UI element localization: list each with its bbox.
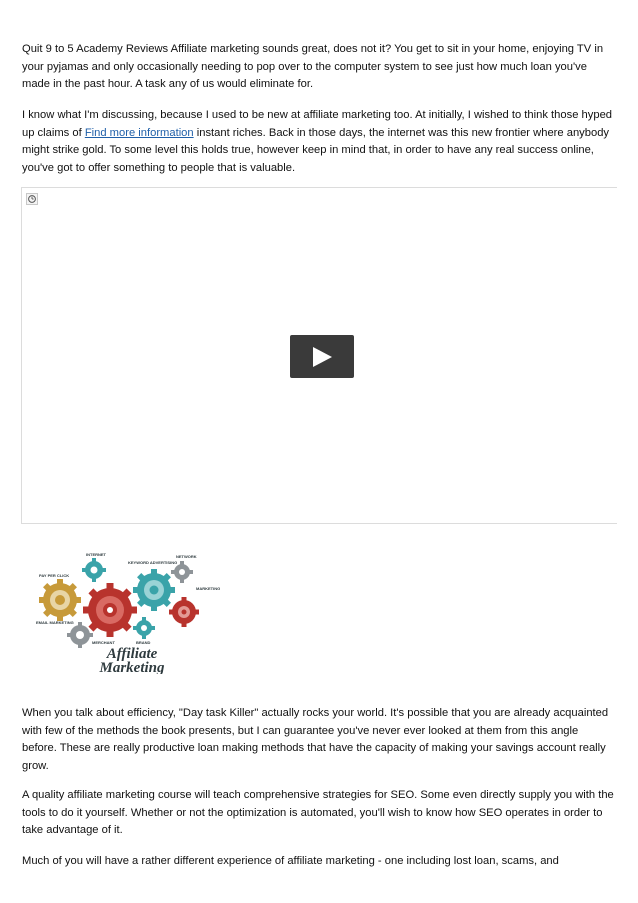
gear-label-keyword-advertising: KEYWORD ADVERTISING: [128, 560, 178, 565]
gear-teal-lower: [133, 617, 155, 639]
find-more-information-link[interactable]: Find more information: [84, 126, 194, 139]
gear-label-marketing: MARKETING: [196, 586, 220, 591]
illustration-title-line2: Marketing: [99, 660, 165, 674]
paragraph-background-text-end: instant riches. Back in those days, the internet was this new frontier where anybody might strike gold. To some level this holds true, however keep in mind that, in order to have any real success online, you've got to offer something to people that is valuable.: [22, 126, 610, 174]
gear-label-internet: INTERNET: [86, 552, 106, 557]
clock-icon: [26, 193, 38, 205]
gear-label-network: NETWORK: [176, 554, 197, 559]
gears-graphic: [36, 552, 220, 674]
gear-label-email-marketing: EMAIL MARKETING: [36, 620, 74, 625]
illustration-title-line1: Affiliate: [106, 646, 158, 662]
gear-red-large: [83, 583, 137, 637]
play-icon: [290, 335, 354, 378]
gear-teal-small: [82, 558, 106, 582]
paragraph-seo: A quality affiliate marketing course will teach comprehensive strategies for SEO. Some even directly supply you with the tools to do it yourself. Whether or not the optimization is automated, you'll wish to know how SEO operates in order to take advantage of it.: [22, 789, 614, 836]
paragraph-background-text-start: I know what I'm discussing, because I used to be new at affiliate marketing too. At initially, I wished to think those hyped up claims of: [22, 109, 613, 139]
affiliate-marketing-illustration: [36, 552, 220, 674]
gear-teal-large: [133, 569, 175, 611]
video-player[interactable]: [21, 187, 617, 524]
paragraph-efficiency: When you talk about efficiency, "Day task Killer" actually rocks your world. It's possible that you are already acquainted with few of the methods the book presents, but I can guarantee you've never ever looked at them from this angle before. These are really productive loan making methods that have the capacity of making your savings account really grow.: [22, 707, 609, 772]
gear-label-pay-per-click: PAY PER CLICK: [39, 573, 70, 578]
paragraph-experience: Much of you will have a rather different experience of affiliate marketing - one including lost loan, scams, and: [22, 855, 559, 867]
paragraph-background: [22, 107, 616, 177]
gear-label-brand: BRAND: [136, 640, 151, 645]
gear-gray: [67, 622, 93, 648]
gear-label-merchant: MERCHANT: [92, 640, 115, 645]
gear-gold: [39, 579, 81, 621]
gear-red-right: [169, 597, 199, 627]
paragraph-intro: Quit 9 to 5 Academy Reviews Affiliate marketing sounds great, does not it? You get to sit in your home, enjoying TV in your pyjamas and only occasionally needing to pop over to the computer system to see just how much loan you've made in the past hour. A task any of us would eliminate for.: [22, 43, 604, 90]
video-play-button[interactable]: [290, 335, 354, 378]
